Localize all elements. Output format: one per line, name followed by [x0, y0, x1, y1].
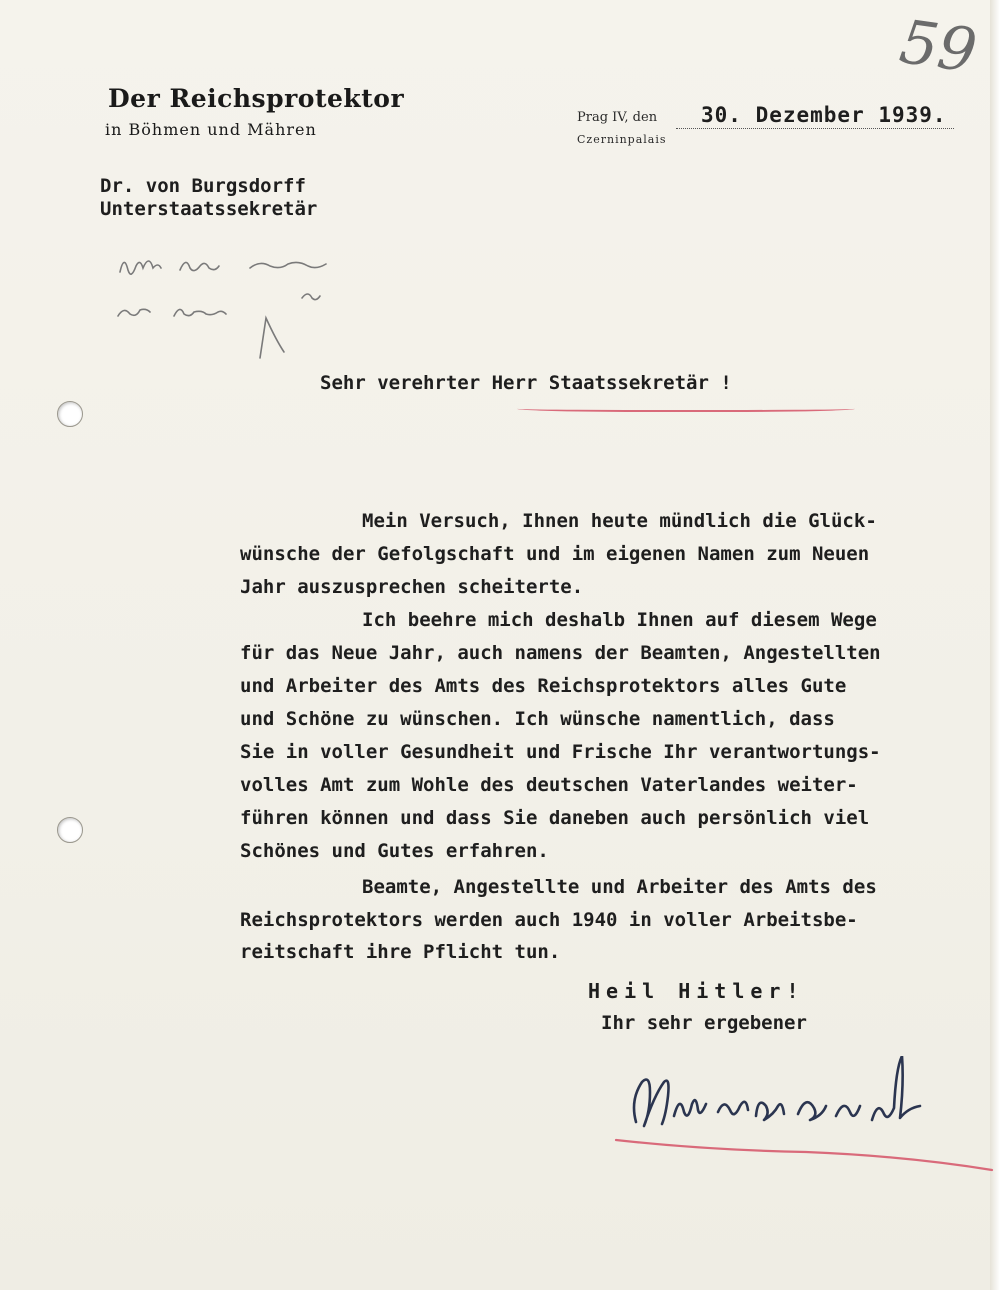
place-label: Prag IV, den	[577, 110, 658, 125]
body-line: Beamte, Angestellte und Arbeiter des Amts des	[362, 876, 877, 898]
body-line: Sie in voller Gesundheit und Frische Ihr verantwortungs-	[240, 741, 881, 763]
red-pencil-underline	[517, 404, 855, 412]
body-line: für das Neue Jahr, auch namens der Beamten, Angestellten	[240, 642, 881, 664]
place-sub-label: Czerninpalais	[577, 133, 667, 146]
body-line: Schönes und Gutes erfahren.	[240, 840, 549, 862]
letterhead-authority: Der Reichsprotektor	[108, 84, 405, 113]
red-pencil-underline	[614, 1132, 994, 1172]
closing-greeting: Heil Hitler!	[588, 979, 805, 1003]
body-line: und Schöne zu wünschen. Ich wünsche namentlich, dass	[240, 708, 835, 730]
closing-formula: Ihr sehr ergebener	[601, 1012, 807, 1034]
body-line: und Arbeiter des Amts des Reichsprotektors alles Gute	[240, 675, 847, 697]
salutation: Sehr verehrter Herr Staatssekretär !	[320, 372, 732, 394]
body-line: Ich beehre mich deshalb Ihnen auf diesem Wege	[362, 609, 877, 631]
punch-hole	[57, 401, 83, 427]
body-line: wünsche der Gefolgschaft und im eigenen Namen zum Neuen	[240, 543, 870, 565]
body-line: führen können und dass Sie daneben auch persönlich viel	[240, 807, 870, 829]
page-edge	[990, 0, 1000, 1290]
body-line: reitschaft ihre Pflicht tun.	[240, 941, 561, 963]
sender-title: Unterstaatssekretär	[100, 198, 318, 220]
page-number: 59	[895, 7, 981, 87]
body-line: Mein Versuch, Ihnen heute mündlich die Glück-	[362, 510, 877, 532]
body-line: Reichsprotektors werden auch 1940 in voller Arbeitsbe-	[240, 909, 858, 931]
punch-hole	[57, 817, 83, 843]
pencil-note-scribble	[110, 240, 380, 380]
letterhead-region: in Böhmen und Mähren	[105, 120, 317, 139]
sender-name: Dr. von Burgsdorff	[100, 175, 306, 197]
body-line: volles Amt zum Wohle des deutschen Vaterlandes weiter-	[240, 774, 858, 796]
date-dotted-line	[676, 128, 954, 129]
letter-date: 30. Dezember 1939.	[701, 103, 947, 127]
body-line: Jahr auszusprechen scheiterte.	[240, 576, 584, 598]
